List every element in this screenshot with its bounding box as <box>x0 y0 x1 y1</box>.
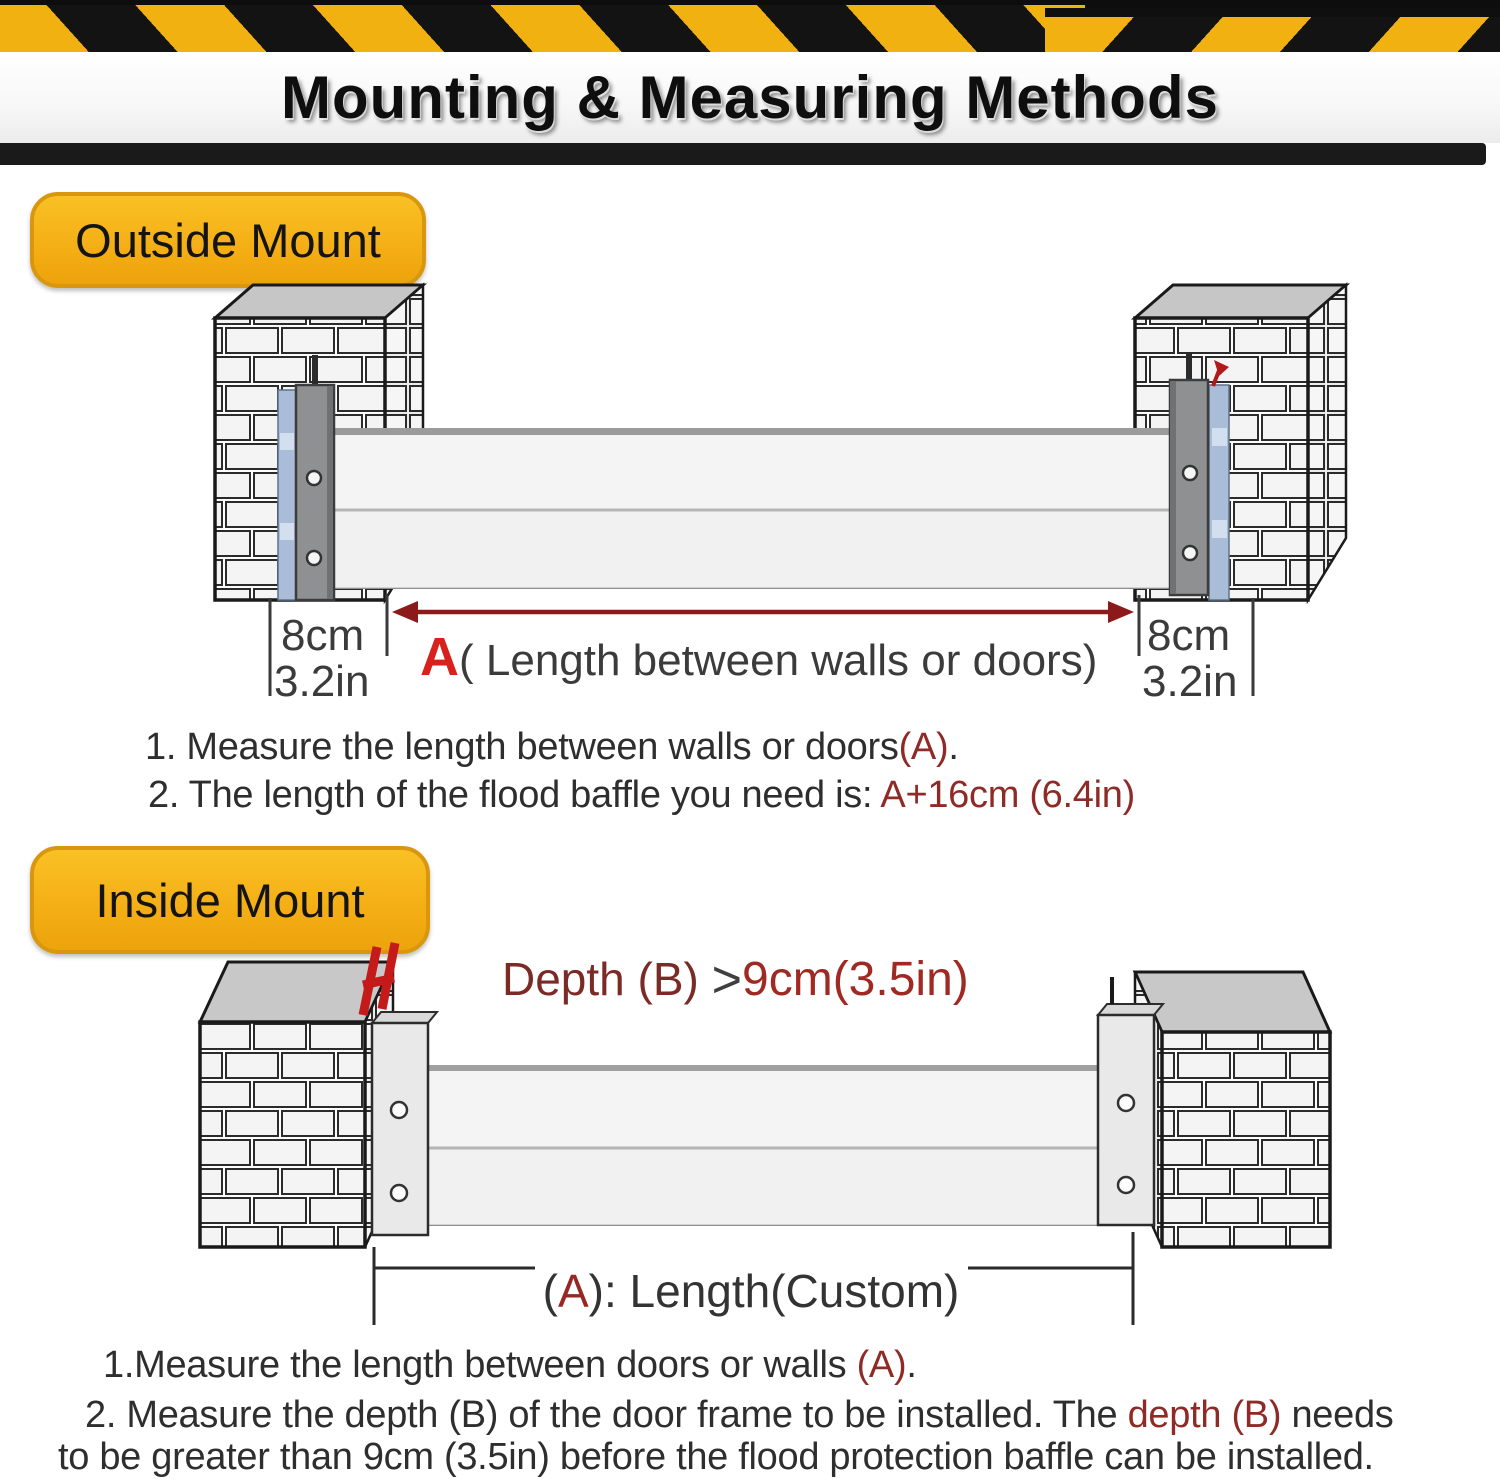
right-seal-strip <box>1209 385 1229 600</box>
right-32in-label: 3.2in <box>1142 657 1238 698</box>
screw-hole <box>1118 1177 1134 1193</box>
outside-step-1: 1. Measure the length between walls or doors(A). <box>145 726 959 768</box>
inside-mount-label-text: Inside Mount <box>95 873 365 927</box>
inside-flood-barrier-panel <box>428 1065 1100 1225</box>
outside-mount-diagram <box>0 268 1500 698</box>
title-band <box>0 52 1500 143</box>
flood-barrier-panel <box>334 428 1190 588</box>
title-underline-band <box>0 143 1486 165</box>
page-title: Mounting & Measuring Methods <box>281 64 1219 131</box>
inside-right-pillar <box>1135 972 1330 1247</box>
screw-hole <box>1183 546 1197 560</box>
inside-step-2-line-2: to be greater than 9cm (3.5in) before the flood protection baffle can be installed. <box>58 1436 1374 1478</box>
screw-hole <box>307 551 321 565</box>
inside-right-channel <box>1098 977 1163 1225</box>
screw-hole <box>391 1185 407 1201</box>
screw-hole <box>307 471 321 485</box>
outside-mount-label-text: Outside Mount <box>75 213 381 267</box>
left-32in-label: 3.2in <box>274 657 370 698</box>
span-arrow <box>392 601 1134 623</box>
outside-step-2: 2. The length of the flood baffle you need is: A+16cm (6.4in) <box>148 774 1135 816</box>
screw-hole <box>391 1102 407 1118</box>
inside-step-1: 1.Measure the length between doors or walls (A). <box>103 1344 917 1386</box>
depth-annotation: Depth (B) >9cm(3.5in) <box>502 951 969 1009</box>
right-bracket-pin <box>1186 352 1192 382</box>
left-8cm-label: 8cm <box>281 611 365 660</box>
outside-right-bracket <box>1170 352 1229 600</box>
outside-left-bracket <box>278 355 334 600</box>
screw-hole <box>1183 466 1197 480</box>
inside-mount-diagram <box>0 935 1500 1335</box>
screw-hole <box>1118 1095 1134 1111</box>
left-bracket-pin <box>312 355 318 387</box>
right-8cm-label: 8cm <box>1147 611 1231 660</box>
left-seal-strip <box>278 390 296 600</box>
inside-step-2-line-1: 2. Measure the depth (B) of the door frame to be installed. The depth (B) needs <box>85 1394 1394 1436</box>
caution-tape-left <box>0 5 1085 52</box>
inside-length-label: (A): Length(Custom) <box>542 1265 960 1317</box>
span-length-label: A( Length between walls or doors) <box>420 627 1098 687</box>
